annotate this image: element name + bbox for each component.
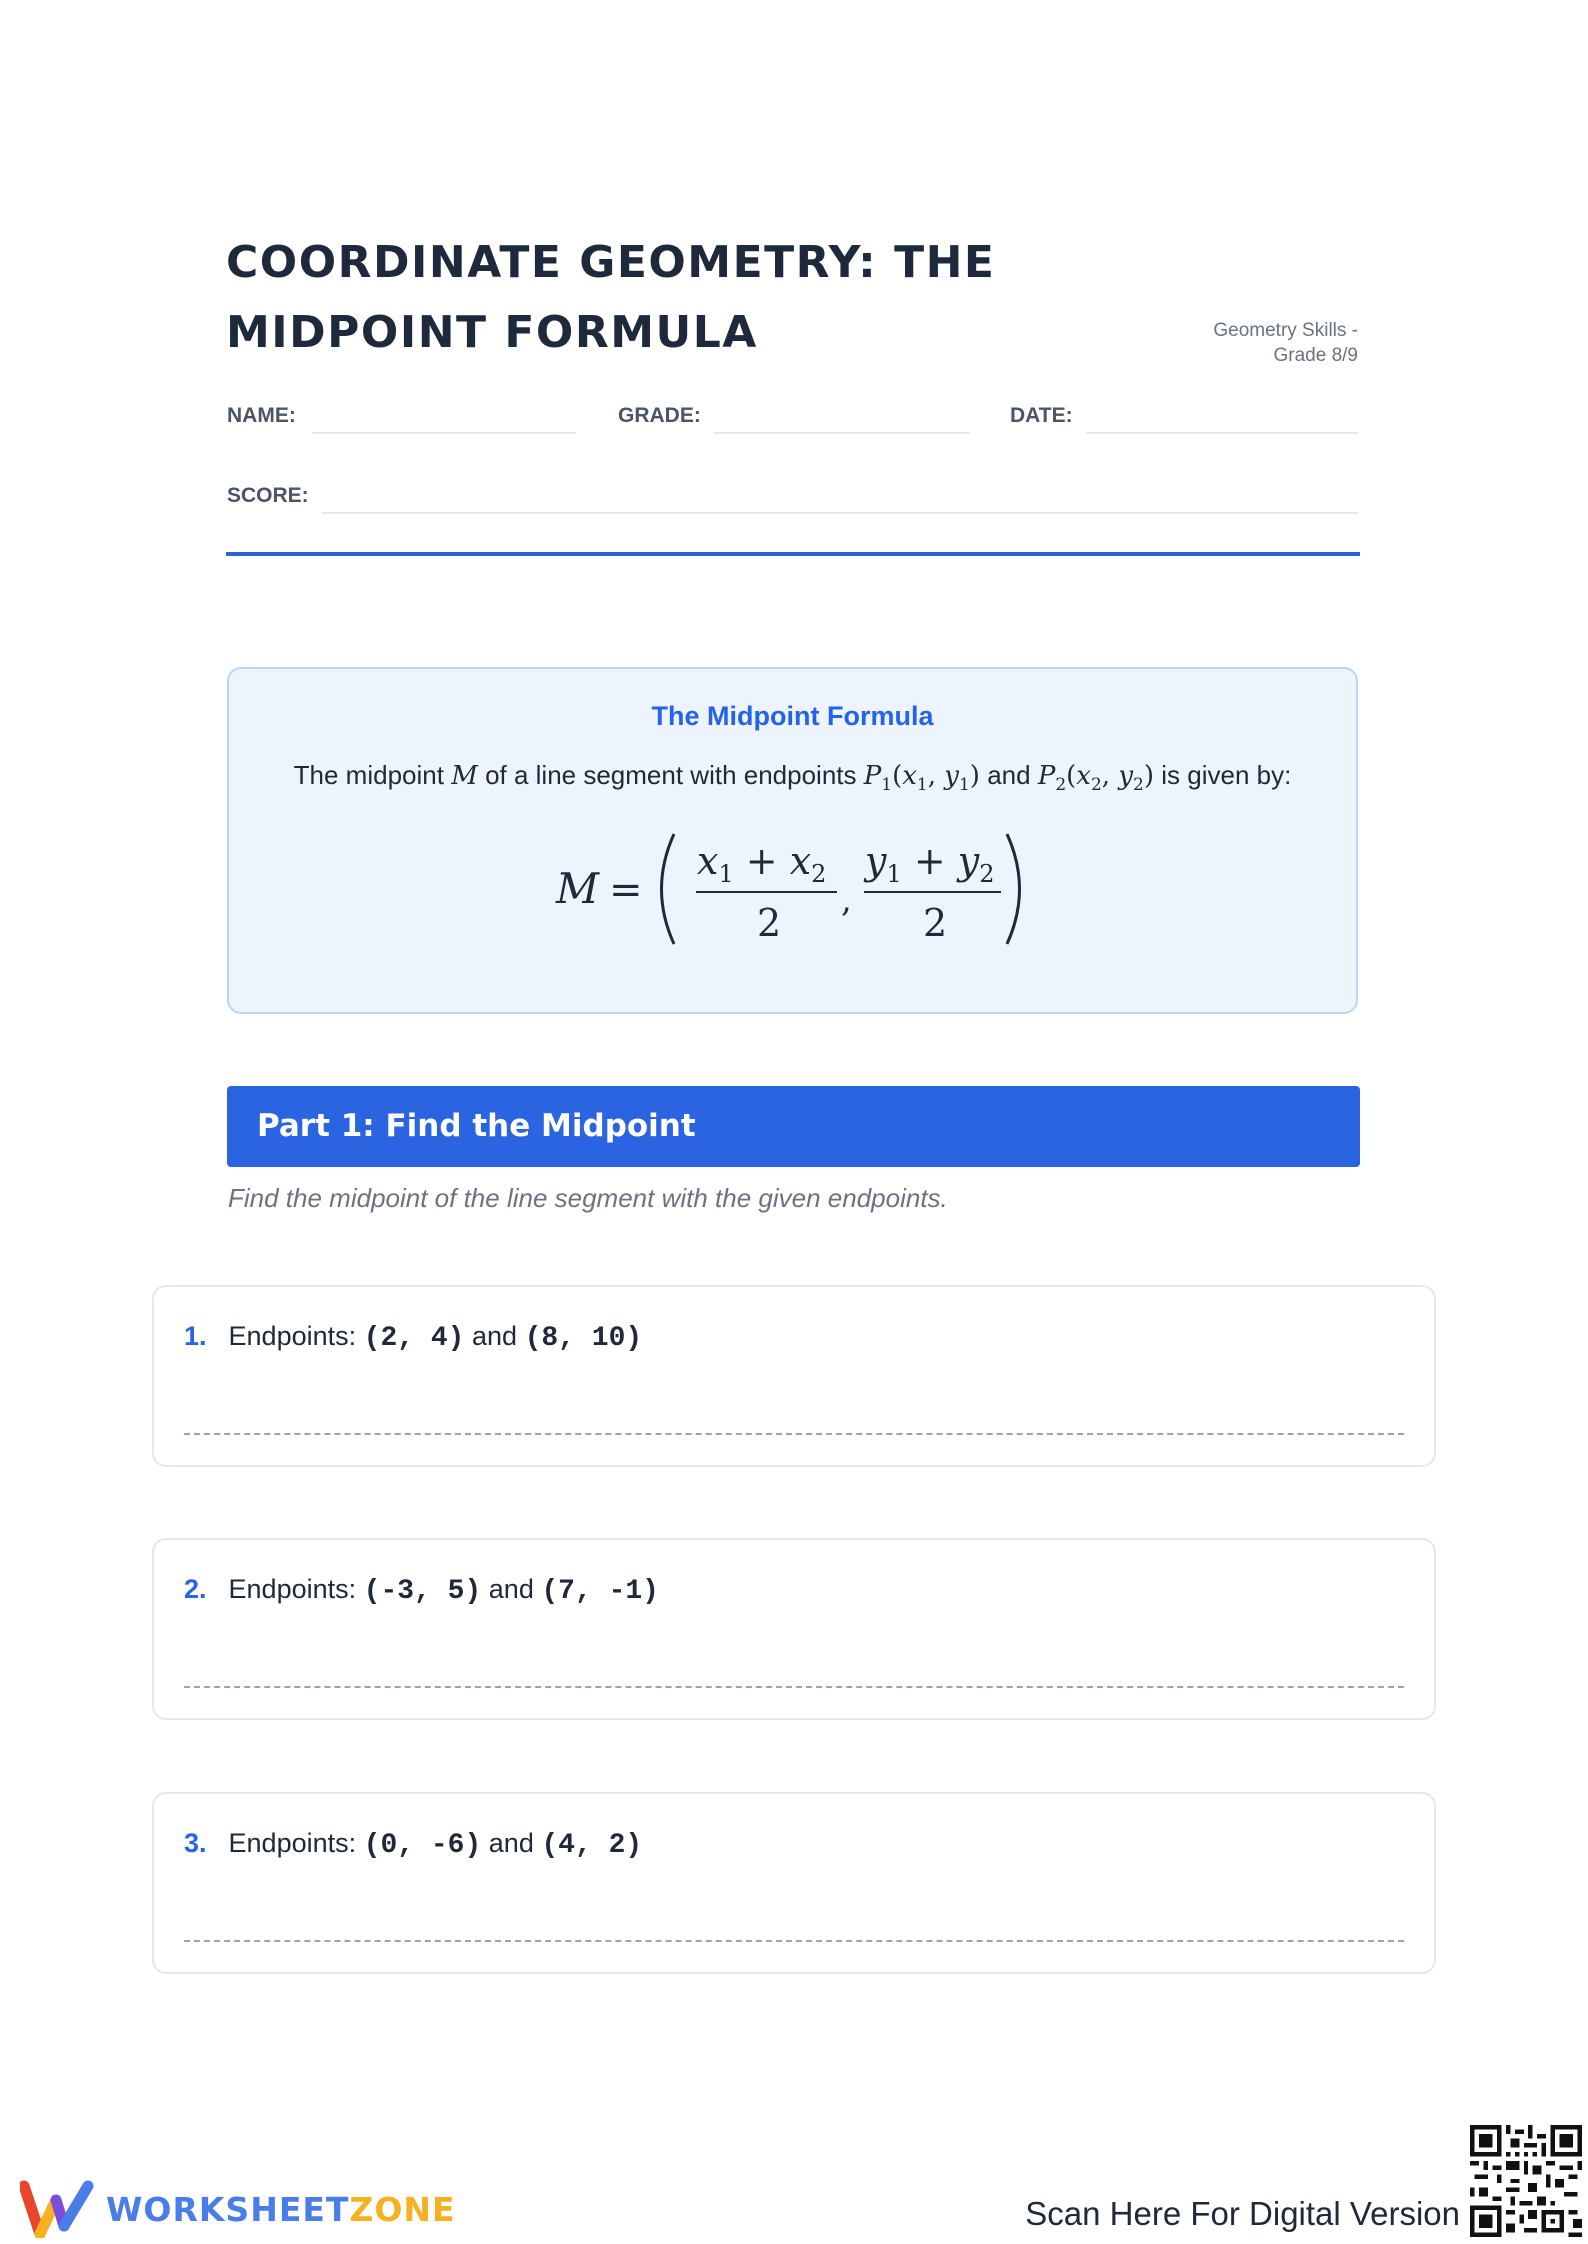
grade-label: GRADE: <box>618 404 701 427</box>
endpoint-b: (7, -1) <box>541 1576 659 1607</box>
part-1-header <box>227 1086 1360 1167</box>
question-card <box>152 1285 1436 1467</box>
worksheet-subtitle <box>1138 318 1358 368</box>
math-p1: $P_1(x_1$, $y_1$) <box>863 761 980 796</box>
worksheet-title: COORDINATE GEOMETRY: THE MIDPOINT FORMULA <box>226 237 996 358</box>
grade-field[interactable] <box>714 432 970 434</box>
scan-caption: Scan Here For Digital Version <box>1025 2195 1460 2232</box>
question-label: Endpoints: <box>228 1574 357 1604</box>
endpoint-a: (2, 4) <box>363 1323 465 1354</box>
question-prompt <box>184 1321 642 1354</box>
svg-text:y1 + y2: $y_1 + y_2$ <box>865 839 995 888</box>
question-label: Endpoints: <box>228 1828 357 1858</box>
endpoint-a: (0, -6) <box>363 1830 482 1861</box>
svg-text:=: = <box>609 867 643 913</box>
question-card <box>152 1538 1436 1720</box>
svg-text:x1 + x2: $x_1 + x_2$ <box>697 839 827 888</box>
formula-box-title: The Midpoint Formula <box>651 701 934 731</box>
endpoint-a: (-3, 5) <box>363 1576 482 1607</box>
question-and: and <box>471 1321 518 1351</box>
question-number: 3. <box>184 1828 207 1858</box>
description-text-4: is given by: <box>1161 760 1292 790</box>
qr-code-icon[interactable] <box>1470 2125 1582 2237</box>
formula-description <box>229 760 1356 795</box>
answer-line[interactable] <box>184 1433 1404 1435</box>
math-m: M <box>451 761 478 791</box>
question-card <box>152 1792 1436 1974</box>
brand-word-1: WORKSHEET <box>106 2190 350 2229</box>
brand-word-2: ZONE <box>349 2190 456 2229</box>
part-1-title: Part 1: Find the Midpoint <box>257 1108 696 1144</box>
question-and: and <box>488 1574 534 1604</box>
svg-text:,: , <box>841 880 852 920</box>
brand-wordmark <box>106 2190 456 2229</box>
svg-text:2: 2 <box>757 901 782 945</box>
endpoint-b: (8, 10) <box>524 1323 643 1354</box>
formula-box <box>227 667 1358 1014</box>
answer-line[interactable] <box>184 1940 1404 1942</box>
worksheetzone-logo-icon <box>20 2180 96 2238</box>
date-label: DATE: <box>1010 404 1073 427</box>
question-prompt <box>184 1828 642 1861</box>
midpoint-formula-equation <box>229 819 1356 959</box>
description-text-1: The midpoint <box>293 760 444 790</box>
score-field[interactable] <box>322 512 1358 514</box>
subtitle-line-1: Geometry Skills - <box>1213 320 1358 341</box>
name-label: NAME: <box>227 404 296 427</box>
description-text-3: and <box>987 760 1031 790</box>
question-label: Endpoints: <box>228 1321 357 1351</box>
name-field[interactable] <box>312 432 576 434</box>
score-label: SCORE: <box>227 484 309 507</box>
question-and: and <box>488 1828 534 1858</box>
math-p2: $P_2(x_2$, $y_2$) <box>1037 761 1155 796</box>
svg-text:M: M <box>556 864 600 913</box>
question-number: 1. <box>184 1321 207 1351</box>
endpoint-b: (4, 2) <box>541 1830 643 1861</box>
header-divider <box>226 552 1360 556</box>
subtitle-line-2: Grade 8/9 <box>1273 345 1358 366</box>
part-1-instructions: Find the midpoint of the line segment with the given endpoints. <box>228 1183 948 1213</box>
svg-text:2: 2 <box>923 901 948 945</box>
date-field[interactable] <box>1086 432 1358 434</box>
answer-line[interactable] <box>184 1686 1404 1688</box>
description-text-2: of a line segment with endpoints <box>485 760 857 790</box>
question-prompt <box>184 1574 659 1607</box>
question-number: 2. <box>184 1574 207 1604</box>
